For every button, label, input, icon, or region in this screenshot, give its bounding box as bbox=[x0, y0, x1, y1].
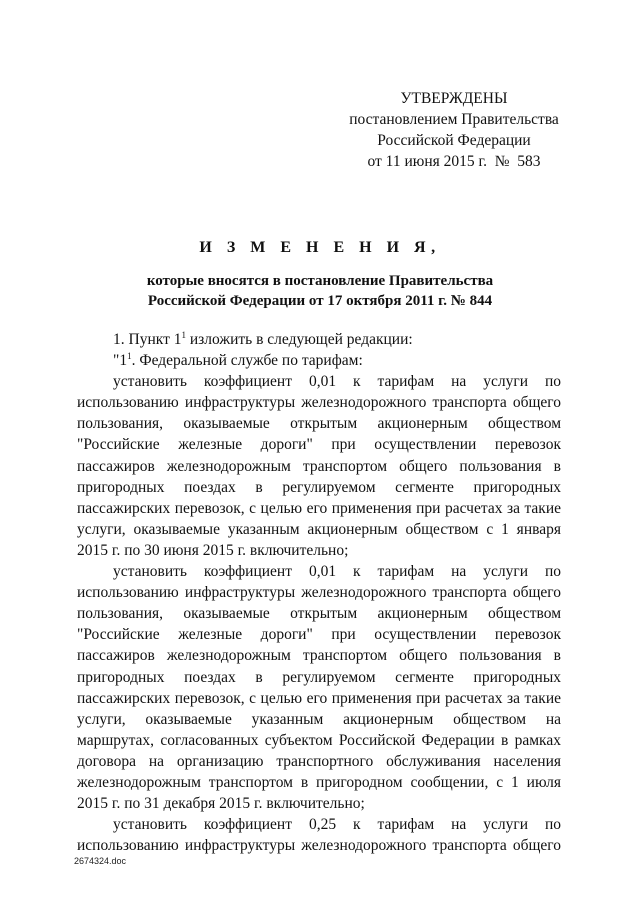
approval-date: от 11 июня 2015 г. № 583 bbox=[367, 153, 541, 170]
paragraph-4: установить коэффициент 0,01 к тарифам на услуги по использованию инфраструктуры железнодорожного транспорта общего пользования, оказываемые открытым акционерным обществом "Российские железные дороги" при осуществлении перевозок пассажиров железнодорожным транспортом общего пользования в пригородных поездах в регулируемом сегменте пригородных пассажирских перевозок, с целью его применения при расчетах за такие услуги, оказываемые указанным акционерным обществом на маршрутах, согласованных субъектом Российской Федерации в рамках договора на организацию транспортного обслуживания населения железнодорожным транспортом в пригородном сообщении, с 1 июля 2015 г. по 31 декабря 2015 г. включительно; bbox=[77, 563, 561, 813]
approval-stamp bbox=[330, 88, 578, 172]
subtitle-line: которые вносятся в постановление Правительства bbox=[146, 273, 494, 289]
paragraph-text: 1. Пункт 1 bbox=[113, 331, 182, 348]
approval-line: Российской Федерации bbox=[377, 132, 531, 149]
paragraph-2 bbox=[77, 350, 561, 371]
document-number: 2674324.doc bbox=[74, 856, 127, 866]
document-subtitle bbox=[80, 271, 560, 311]
paragraph-5: установить коэффициент 0,25 к тарифам на услуги по использованию инфраструктуры железнодорожного транспорта общего bbox=[77, 816, 561, 855]
paragraph-1 bbox=[77, 329, 561, 350]
paragraph-text: . Федеральной службе по тарифам: bbox=[131, 352, 363, 370]
approval-title: УТВЕРЖДЕНЫ bbox=[400, 90, 508, 107]
superscript: 1 bbox=[127, 351, 132, 362]
document-heading bbox=[80, 237, 560, 311]
approval-line: постановлением Правительства bbox=[349, 111, 559, 128]
document-title: И З М Е Н Е Н И Я, bbox=[199, 239, 441, 256]
paragraph-3: установить коэффициент 0,01 к тарифам на услуги по использованию инфраструктуры железнодорожного транспорта общего пользования, оказываемые открытым акционерным обществом "Российские железные дороги" при осуществлении перевозок пассажиров железнодорожным транспортом общего пользования в пригородных поездах в регулируемом сегменте пригородных пассажирских перевозок, с целью его применения при расчетах за такие услуги, оказываемые указанным акционерным обществом с 1 января 2015 г. по 30 июня 2015 г. включительно; bbox=[77, 373, 561, 559]
document-body bbox=[77, 329, 561, 856]
paragraph-text: изложить в следующей редакции: bbox=[185, 331, 413, 348]
superscript: 1 bbox=[181, 330, 186, 340]
subtitle-line: Российской Федерации от 17 октября 2011 г. № 844 bbox=[147, 293, 493, 309]
paragraph-text: "1 bbox=[113, 352, 128, 370]
